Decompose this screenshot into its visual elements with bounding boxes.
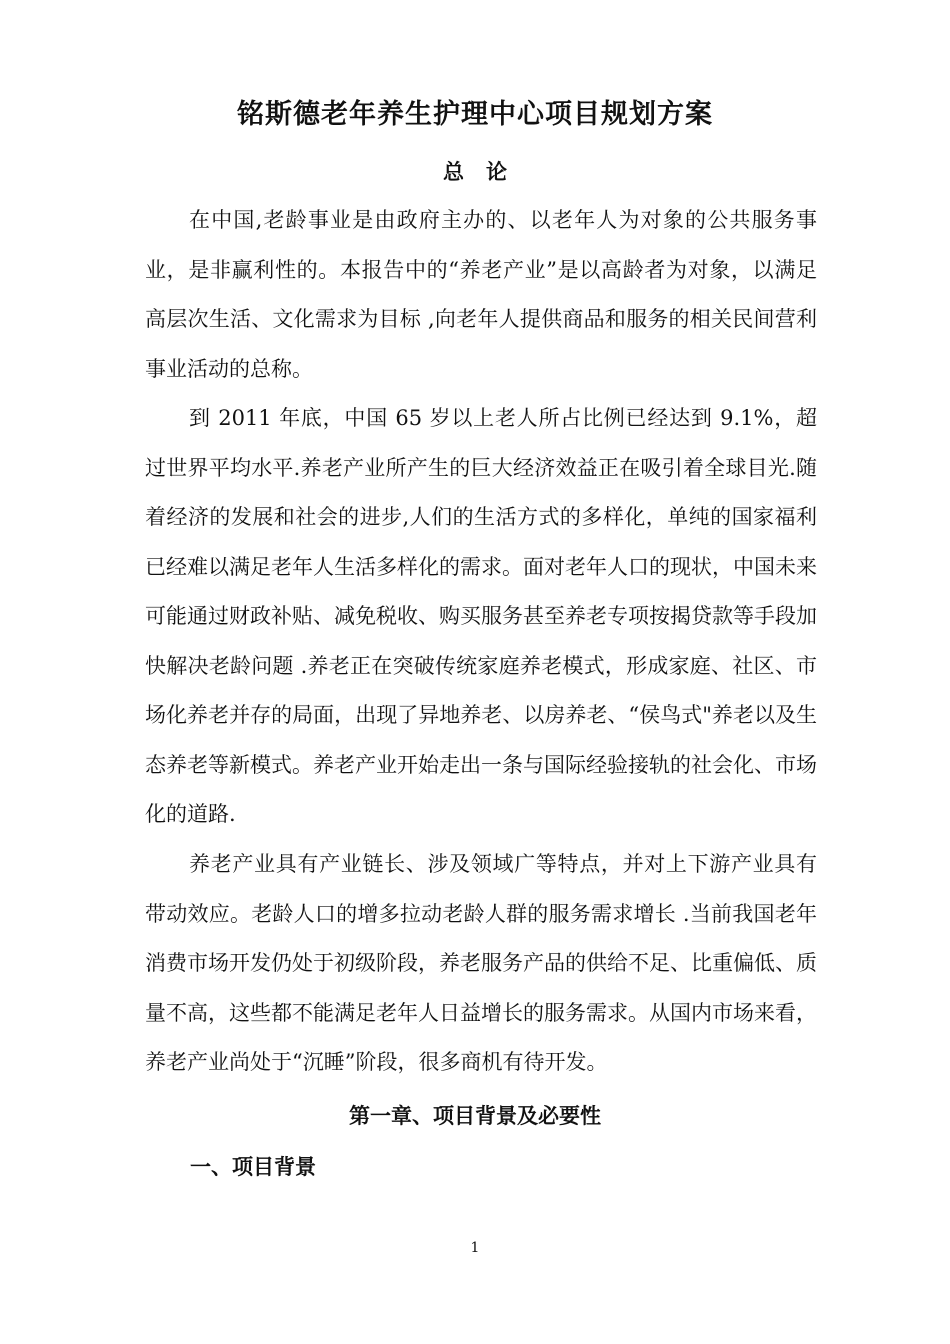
page-number: 1 — [470, 1240, 480, 1256]
overview-heading: 总论 — [443, 159, 529, 184]
paragraph-block-2 — [145, 394, 817, 840]
paragraph-block-1 — [145, 196, 817, 394]
body-paragraph: 养老产业具有产业链长、涉及领域广等特点，并对上下游产业具有带动效应。老龄人口的增多拉动老龄人群的服务需求增长 .当前我国老年消费市场开发仍处于初级阶段，养老服务产品的供给不足、比重偏低、质量不高，这些都不能满足老年人日益增长的服务需求。从国内市场来看，养老产业尚处于“沉睡”阶段，很多商机有待开发。 — [145, 852, 817, 1074]
chapter-heading: 第一章、项目背景及必要性 — [349, 1103, 601, 1128]
document-title: 铭斯德老年养生护理中心项目规划方案 — [237, 99, 713, 130]
body-paragraph: 到 2011 年底，中国 65 岁以上老人所占比例已经达到 9.1%，超过世界平均水平.养老产业所产生的巨大经济效益正在吸引着全球目光.随着经济的发展和社会的进步,人们的生活方式的多样化，单纯的国家福利已经难以满足老年人生活多样化的需求。面对老年人口的现状，中国未来可能通过财政补贴、减免税收、购买服务甚至养老专项按揭贷款等手段加快解决老龄问题 .养老正在突破传统家庭养老模式，形成家庭、社区、市场化养老并存的局面，出现了异地养老、以房养老、“侯鸟式"养老以及生态养老等新模式。养老产业开始走出一条与国际经验接轨的社会化、市场化的道路. — [145, 406, 817, 826]
paragraph-block-3 — [145, 840, 817, 1088]
body-paragraph: 在中国,老龄事业是由政府主办的、以老年人为对象的公共服务事业，是非赢利性的。本报告中的“养老产业”是以高龄者为对象，以满足高层次生活、文化需求为目标 ,向老年人提供商品和服务的相关民间营利事业活动的总称。 — [145, 208, 817, 381]
section-heading: 一、项目背景 — [190, 1154, 316, 1179]
